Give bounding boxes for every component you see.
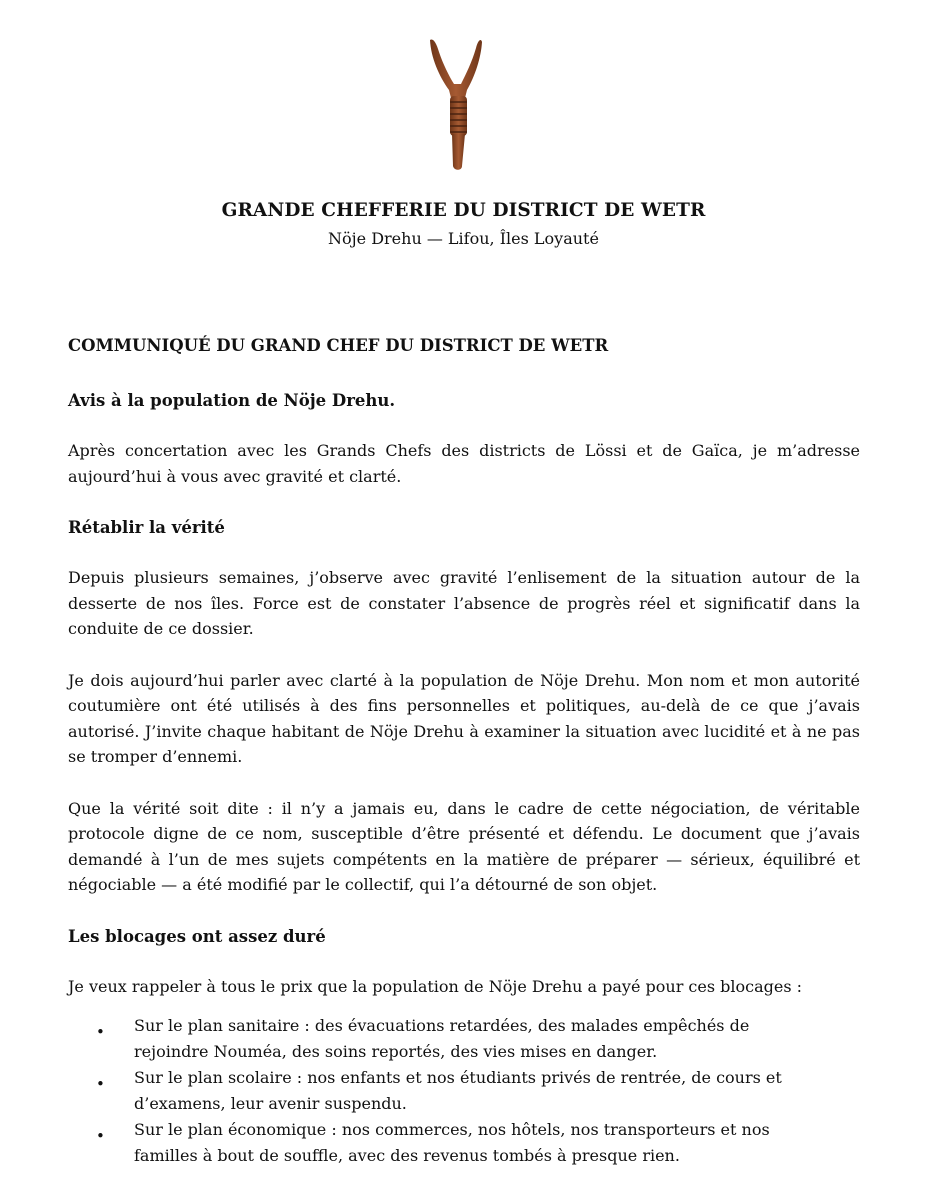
list-item-text: Sur le plan sanitaire : des évacuations retardées, des malades empêchés de rejoindre Nouméa, des soins reportés, des vies mises en danger. <box>134 1016 750 1061</box>
chefferie-emblem <box>383 30 533 180</box>
list-item <box>68 1117 824 1168</box>
paragraph-protocole: Que la vérité soit dite : il n’y a jamais eu, dans le cadre de cette négociation, de véritable protocole digne de ce nom, susceptible d’être présenté et défendu. Le document que j’avais demandé à l’un de mes sujets compétents en la matière de préparer — sérieux, équilibré et négociable — a été modifié par le collectif, qui l’a détourné de son objet. <box>68 798 860 894</box>
bullet-icon: • <box>96 1127 105 1145</box>
chefferie-title: GRANDE CHEFFERIE DU DISTRICT DE WETR <box>221 200 706 221</box>
list-item-text: Sur le plan scolaire : nos enfants et nos étudiants privés de rentrée, de cours et d’examens, leur avenir suspendu. <box>134 1068 782 1113</box>
notice-heading: Avis à la population de Nöje Drehu. <box>68 391 396 410</box>
forked-staff-icon <box>383 30 533 180</box>
bullet-icon: • <box>96 1023 105 1041</box>
paragraph-clarte: Je dois aujourd’hui parler avec clarté à la population de Nöje Drehu. Mon nom et mon autorité coutumière ont été utilisés à des fins personnelles et politiques, au-delà de ce que j’avais autorisé. J’invite chaque habitant de Nöje Drehu à examiner la situation avec lucidité et à ne pas se tromper d’ennemi. <box>68 670 860 766</box>
intro-paragraph: Après concertation avec les Grands Chefs des districts de Lössi et de Gaïca, je m’adresse aujourd’hui à vous avec gravité et clarté. <box>68 441 860 486</box>
section-heading-blocages: Les blocages ont assez duré <box>68 926 326 946</box>
bullet-icon: • <box>96 1075 105 1093</box>
paragraph-prix: Je veux rappeler à tous le prix que la population de Nöje Drehu a payé pour ces blocages : <box>68 976 803 996</box>
paragraph-enlisement: Depuis plusieurs semaines, j’observe avec gravité l’enlisement de la situation autour de la desserte de nos îles. Force est de constater l’absence de progrès réel et significatif dans la conduite de ce dossier. <box>68 568 860 638</box>
list-item-text: Sur le plan économique : nos commerces, nos hôtels, nos transporteurs et nos familles à bout de souffle, avec des revenus tombés à presque rien. <box>134 1120 770 1165</box>
list-item <box>68 1013 824 1064</box>
main-heading: COMMUNIQUÉ DU GRAND CHEF DU DISTRICT DE WETR <box>68 336 609 355</box>
consequences-list <box>68 1013 860 1168</box>
chefferie-subtitle: Nöje Drehu — Lifou, Îles Loyauté <box>328 229 599 248</box>
list-item <box>68 1065 824 1116</box>
communique-body <box>68 333 860 1169</box>
section-heading-verite: Rétablir la vérité <box>68 518 225 537</box>
